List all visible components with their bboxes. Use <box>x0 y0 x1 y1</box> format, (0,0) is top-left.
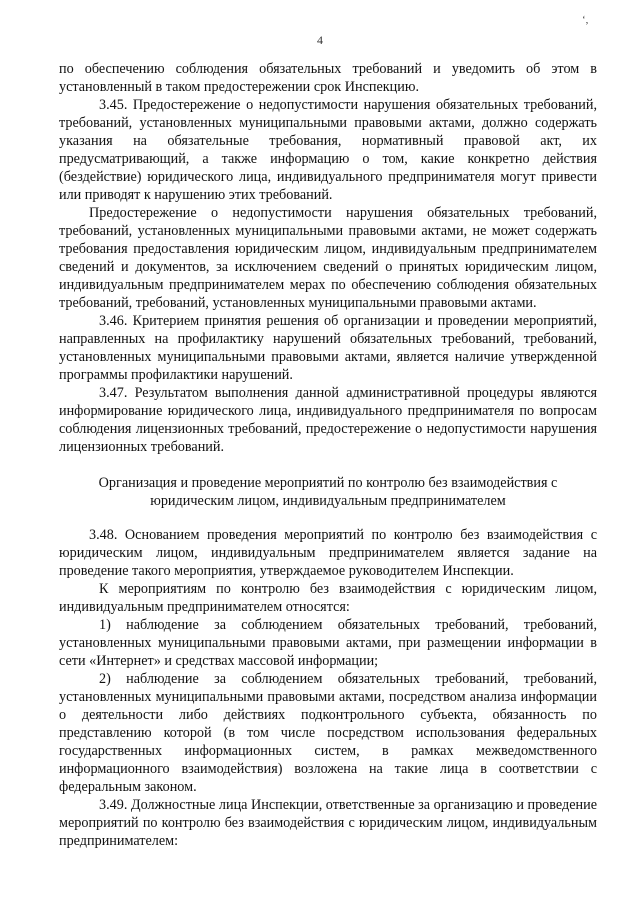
page-number: 4 <box>317 33 323 47</box>
document-body <box>59 60 597 850</box>
paragraph-measures-intro: К мероприятиям по контролю без взаимодействия с юридическим лицом, индивидуальным предпринимателем относятся: <box>59 581 597 615</box>
list-item-1: 1) наблюдение за соблюдением обязательных требований, требований, установленных муниципальными правовыми актами, при размещении информации в сети «Интернет» и средствах массовой информации; <box>59 617 597 669</box>
list-item-2: 2) наблюдение за соблюдением обязательных требований, требований, установленных муниципальными правовыми актами, посредством анализа информации о деятельности либо действиях подконтрольного субъекта, обязанность по представлению которой (в том числе посредством использования федеральных государственных информационных систем, в рамках межведомственного информационного взаимодействия) возложена на такие лица в соответствии с федеральным законом. <box>59 671 597 795</box>
paragraph-3-49: 3.49. Должностные лица Инспекции, ответственные за организацию и проведение мероприятий по контролю без взаимодействия с юридическим лицом, индивидуальным предпринимателем: <box>59 797 597 849</box>
corner-mark: ʻ, <box>582 14 589 26</box>
paragraph-3-47: 3.47. Результатом выполнения данной административной процедуры являются информирование юридического лица, индивидуального предпринимателя по вопросам соблюдения лицензионных требований, предостережение о недопустимости нарушения лицензионных требований. <box>59 385 597 455</box>
section-heading: Организация и проведение мероприятий по контролю без взаимодействия с юридическим лицом, индивидуальным предпринимателем <box>98 475 558 509</box>
paragraph-warning-restriction: Предостережение о недопустимости нарушения обязательных требований, требований, установленных муниципальными правовыми актами, не может содержать требования предоставления юридическим лицом, индивидуальным предпринимателем сведений и документов, за исключением сведений о принятых юридическим лицом, индивидуальным предпринимателем мерах по обеспечению соблюдения обязательных требований, требований, установленных муниципальными правовыми актами. <box>59 205 597 311</box>
paragraph-3-45: 3.45. Предостережение о недопустимости нарушения обязательных требований, требований, установленных муниципальными правовыми актами, должно содержать указания на обязательные требования, нормативный правовой акт, их предусматривающий, а также информацию о том, какие конкретно действия (бездействие) юридического лица, индивидуального предпринимателя могут привести или приводят к нарушению этих требований. <box>59 97 597 203</box>
paragraph-3-46: 3.46. Критерием принятия решения об организации и проведении мероприятий, направленных на профилактику нарушений обязательных требований, требований, установленных муниципальными правовыми актами, является наличие утвержденной программы профилактики нарушений. <box>59 313 597 383</box>
paragraph-3-48: 3.48. Основанием проведения мероприятий по контролю без взаимодействия с юридическим лицом, индивидуальным предпринимателем является задание на проведение такого мероприятия, утверждаемое руководителем Инспекции. <box>59 527 597 579</box>
paragraph-continuation: по обеспечению соблюдения обязательных требований и уведомить об этом в установленный в таком предостережении срок Инспекцию. <box>59 61 597 95</box>
